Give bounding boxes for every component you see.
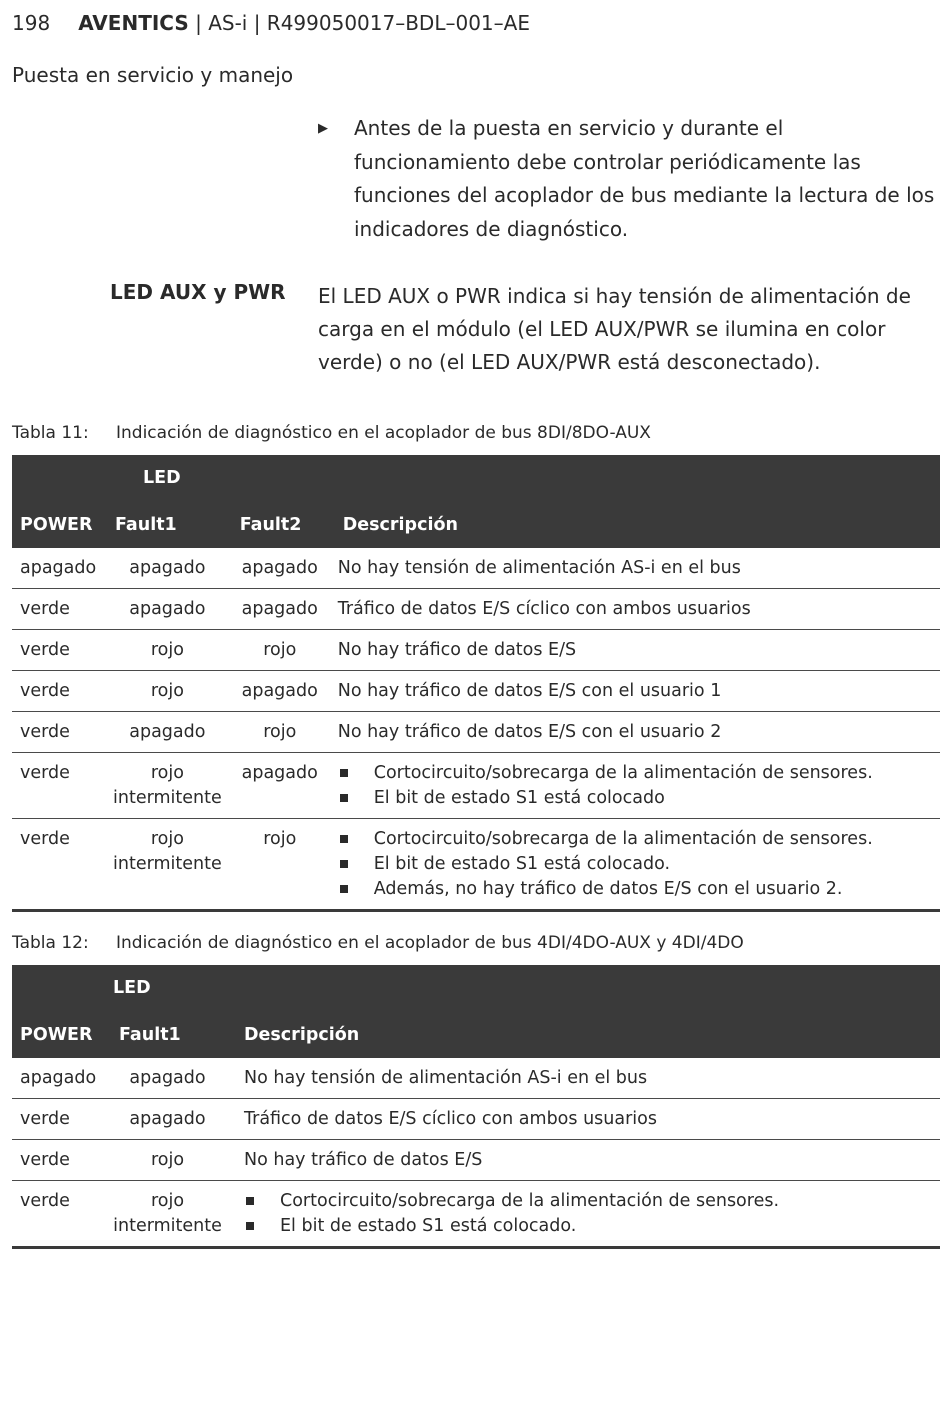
- description-bullets: [244, 1189, 932, 1239]
- led-group-header: LED: [113, 978, 151, 998]
- led-group-header: LED: [143, 468, 181, 488]
- power-cell: verde: [12, 589, 105, 630]
- column-header-fault1: Fault1: [115, 514, 177, 535]
- fault1-mode: intermitente: [113, 788, 222, 808]
- fault2-cell: apagado: [230, 753, 330, 819]
- fault2-cell: rojo: [230, 630, 330, 671]
- fault1-cell: apagado: [105, 712, 230, 753]
- arrow-bullet-icon: ▶: [318, 121, 328, 136]
- table-row: [12, 1181, 940, 1248]
- instruction-bullet: [318, 112, 943, 246]
- description-cell: [230, 1181, 940, 1248]
- table-row: [12, 1099, 940, 1140]
- power-cell: verde: [12, 1099, 105, 1140]
- power-cell: verde: [12, 671, 105, 712]
- fault1-cell: [105, 1181, 230, 1248]
- fault1-mode: intermitente: [113, 1216, 222, 1236]
- column-header-description: Descripción: [342, 514, 458, 535]
- fault1-state: rojo: [150, 763, 184, 783]
- fault1-cell: [105, 819, 230, 911]
- section-title: Puesta en servicio y manejo: [12, 63, 294, 87]
- description-bullet: El bit de estado S1 está colocado.: [338, 852, 932, 877]
- column-header-power: POWER: [20, 514, 93, 535]
- description-bullets: [338, 827, 932, 902]
- description-bullet: Cortocircuito/sobrecarga de la alimentación de sensores.: [338, 761, 932, 786]
- table-11-group-header: [12, 455, 940, 501]
- description-cell: No hay tráfico de datos E/S: [230, 1140, 940, 1181]
- power-cell: apagado: [12, 548, 105, 589]
- power-cell: verde: [12, 630, 105, 671]
- column-header-fault1: Fault1: [119, 1024, 181, 1045]
- description-bullet: El bit de estado S1 está colocado: [338, 786, 932, 811]
- description-cell: Tráfico de datos E/S cíclico con ambos usuarios: [230, 1099, 940, 1140]
- fault1-cell: apagado: [105, 1099, 230, 1140]
- table-12-group-header: [12, 965, 940, 1011]
- fault1-cell: apagado: [105, 548, 230, 589]
- fault2-cell: apagado: [230, 671, 330, 712]
- fault2-cell: rojo: [230, 819, 330, 911]
- fault1-cell: rojo: [105, 671, 230, 712]
- fault1-cell: apagado: [105, 1058, 230, 1099]
- table-row: [12, 753, 940, 819]
- page-header: [12, 11, 530, 35]
- description-cell: Tráfico de datos E/S cíclico con ambos usuarios: [330, 589, 940, 630]
- power-cell: verde: [12, 819, 105, 911]
- table-11-column-headers: [12, 501, 940, 548]
- column-header-description: Descripción: [244, 1024, 360, 1045]
- fault1-mode: intermitente: [113, 854, 222, 874]
- table-11: [12, 455, 940, 912]
- table-row: [12, 819, 940, 911]
- led-section-text: El LED AUX o PWR indica si hay tensión de alimentación de carga en el módulo (el LED AUX/PWR se ilumina en color verde) o no (el LED AUX/PWR está desconectado).: [318, 284, 911, 374]
- description-bullets: [338, 761, 932, 811]
- fault1-state: rojo: [150, 829, 184, 849]
- table-row: [12, 589, 940, 630]
- description-bullet: Cortocircuito/sobrecarga de la alimentación de sensores.: [338, 827, 932, 852]
- table-11-title: Indicación de diagnóstico en el acoplador de bus 8DI/8DO-AUX: [116, 423, 651, 443]
- table-row: [12, 1058, 940, 1099]
- description-cell: No hay tensión de alimentación AS-i en el bus: [230, 1058, 940, 1099]
- table-12: [12, 965, 940, 1249]
- description-bullet: El bit de estado S1 está colocado.: [244, 1214, 932, 1239]
- table-row: [12, 548, 940, 589]
- instruction-text: Antes de la puesta en servicio y durante el funcionamiento debe controlar periódicamente las funciones del acoplador de bus mediante la lectura de los indicadores de diagnóstico.: [354, 116, 935, 241]
- column-header-power: POWER: [20, 1024, 93, 1045]
- column-header-fault2: Fault2: [239, 514, 302, 535]
- fault2-cell: apagado: [230, 548, 330, 589]
- description-bullet: Además, no hay tráfico de datos E/S con el usuario 2.: [338, 877, 932, 902]
- table-row: [12, 671, 940, 712]
- table-12-caption: [12, 933, 744, 953]
- description-cell: [330, 753, 940, 819]
- description-cell: No hay tensión de alimentación AS-i en el bus: [330, 548, 940, 589]
- fault2-cell: rojo: [230, 712, 330, 753]
- power-cell: verde: [12, 712, 105, 753]
- power-cell: verde: [12, 753, 105, 819]
- fault1-cell: apagado: [105, 589, 230, 630]
- table-row: [12, 630, 940, 671]
- description-cell: No hay tráfico de datos E/S con el usuario 1: [330, 671, 940, 712]
- table-11-caption: [12, 423, 651, 443]
- table-11-number: Tabla 11:: [12, 423, 89, 443]
- led-section-label: LED AUX y PWR: [110, 280, 286, 304]
- table-row: [12, 712, 940, 753]
- fault1-cell: rojo: [105, 1140, 230, 1181]
- table-row: [12, 1140, 940, 1181]
- description-cell: [330, 819, 940, 911]
- fault1-cell: rojo: [105, 630, 230, 671]
- power-cell: apagado: [12, 1058, 105, 1099]
- description-bullet: Cortocircuito/sobrecarga de la alimentación de sensores.: [244, 1189, 932, 1214]
- fault1-state: rojo: [150, 1191, 185, 1211]
- fault2-cell: apagado: [230, 589, 330, 630]
- description-cell: No hay tráfico de datos E/S: [330, 630, 940, 671]
- brand-name: AVENTICS: [78, 11, 189, 35]
- document-reference: | AS-i | R499050017–BDL–001–AE: [195, 11, 530, 35]
- power-cell: verde: [12, 1181, 105, 1248]
- table-12-column-headers: [12, 1011, 940, 1058]
- power-cell: verde: [12, 1140, 105, 1181]
- fault1-cell: [105, 753, 230, 819]
- table-12-number: Tabla 12:: [12, 933, 89, 953]
- description-cell: No hay tráfico de datos E/S con el usuario 2: [330, 712, 940, 753]
- table-12-title: Indicación de diagnóstico en el acoplador de bus 4DI/4DO-AUX y 4DI/4DO: [116, 933, 744, 953]
- page-number: 198: [12, 11, 51, 35]
